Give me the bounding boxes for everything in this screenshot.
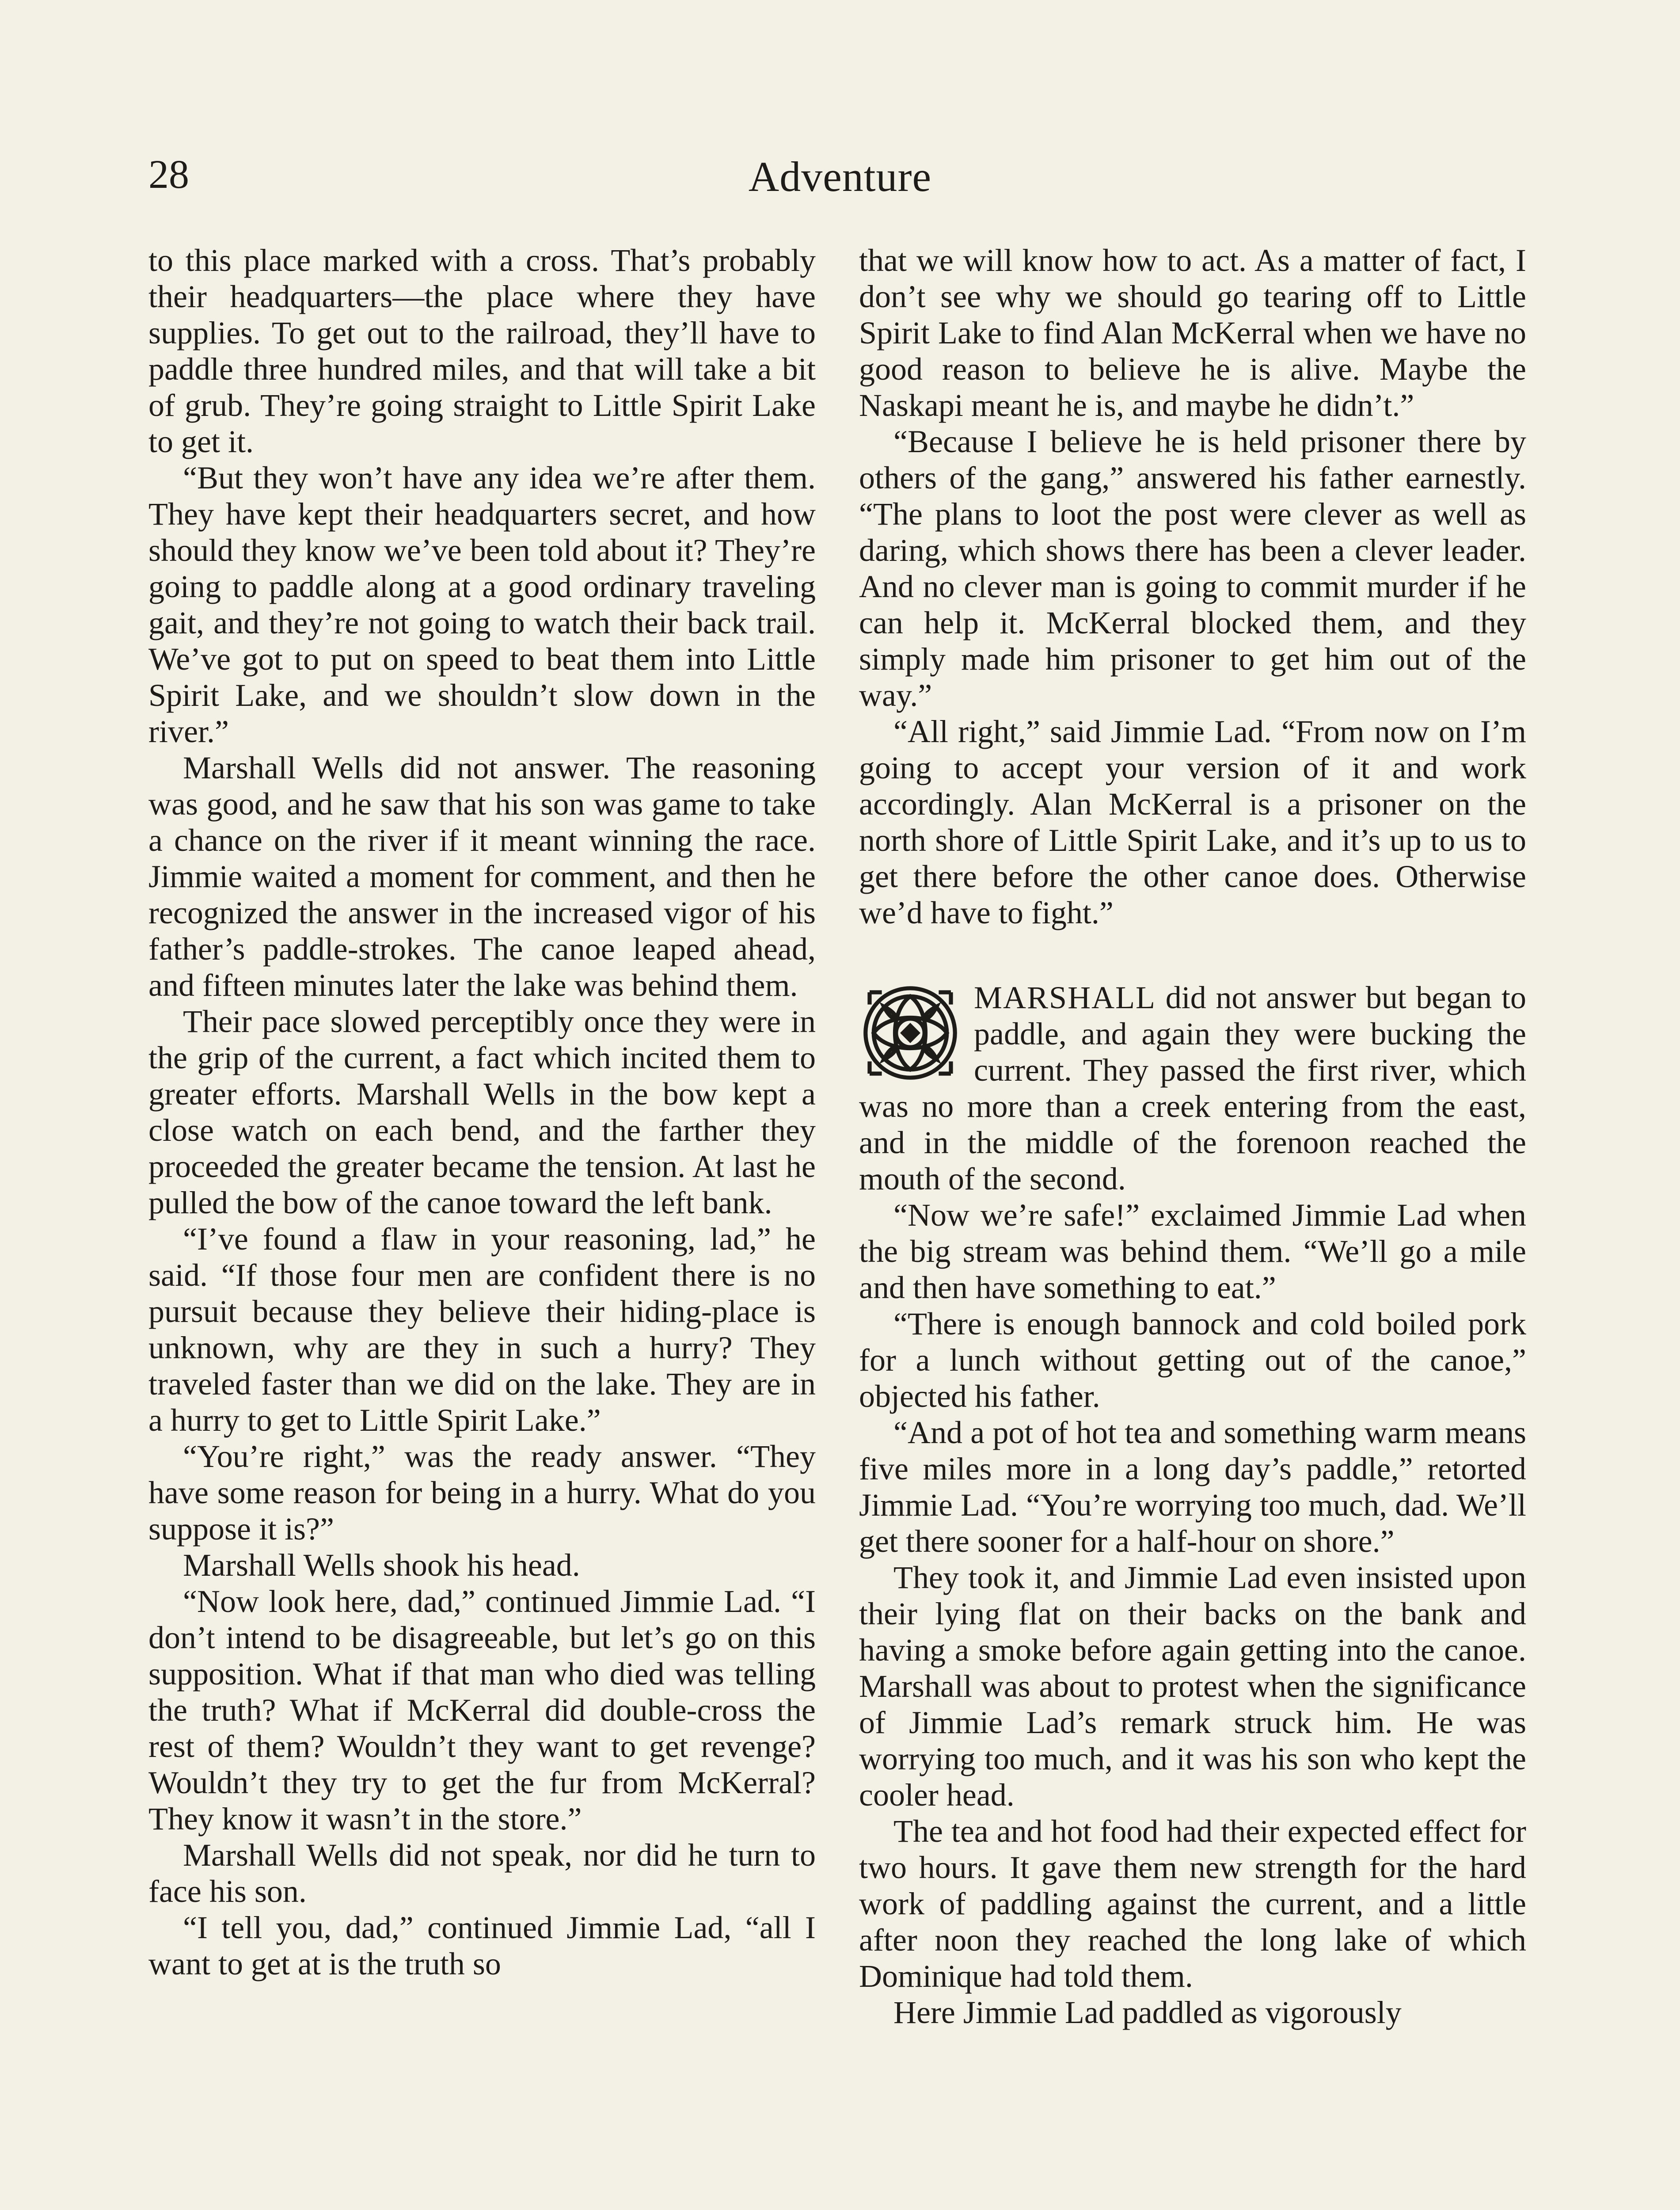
paragraph: “But they won’t have any idea we’re after them. They have kept their headquarters secret, and how should they know we’ve been told about it? They’re going to paddle along at a good ordinary traveling gait, and they’re not going to watch their back trail. We’ve got to put on speed to beat them into Little Spirit Lake, and we shouldn’t slow down in the river.” (148, 460, 816, 749)
paragraph: “Now we’re safe!” exclaimed Jimmie Lad when the big stream was behind them. “We’ll go a mile and then have something to eat.” (859, 1197, 1526, 1305)
celtic-knot-ornament-icon (859, 982, 962, 1084)
paragraph: to this place marked with a cross. That’s probably their headquarters—the place where they have supplies. To get out to the railroad, they’ll have to paddle three hundred miles, and that will take a bit of grub. They’re going straight to Little Spirit Lake to get it. (148, 243, 816, 459)
paragraph: Marshall Wells did not answer. The reasoning was good, and he saw that his son was game to take a chance on the river if it meant winning the race. Jimmie waited a moment for comment, and then he recognized the answer in the increased vigor of his father’s paddle-strokes. The canoe leaped ahead, and fifteen minutes later the lake was behind them. (148, 750, 816, 1003)
paragraph: The tea and hot food had their expected effect for two hours. It gave them new strength for the hard work of paddling against the current, and a little after noon they reached the long lake of which Dominique had told them. (859, 1814, 1526, 1994)
paragraph: They took it, and Jimmie Lad even insisted upon their lying flat on their backs on the bank and having a smoke before again getting into the canoe. Marshall was about to protest when the significance of Jimmie Lad’s remark struck him. He was worrying too much, and it was his son who kept the cooler head. (859, 1560, 1526, 1813)
running-title: Adventure (748, 153, 932, 200)
page-number: 28 (148, 152, 189, 197)
section-start-paragraph (859, 979, 1526, 1197)
paragraph: Marshall Wells did not speak, nor did he turn to face his son. (148, 1837, 816, 1909)
paragraph: “I tell you, dad,” continued Jimmie Lad, “all I want to get at is the truth so (148, 1910, 816, 1981)
paragraph: Their pace slowed perceptibly once they were in the grip of the current, a fact which incited them to greater efforts. Marshall Wells in the bow kept a close watch on each bend, and the farther they proceeded the greater became the tension. At last he pulled the bow of the canoe toward the left bank. (148, 1004, 816, 1220)
paragraph: “There is enough bannock and cold boiled pork for a lunch without getting out of the canoe,” objected his father. (859, 1306, 1526, 1414)
paragraph: “Now look here, dad,” continued Jimmie Lad. “I don’t intend to be disagreeable, but let’s go on this supposition. What if that man who died was telling the truth? What if McKerral did double-cross the rest of them? Wouldn’t they want to get revenge? Wouldn’t they try to get the fur from McKerral? They know it wasn’t in the store.” (148, 1584, 816, 1837)
paragraph: that we will know how to act. As a matter of fact, I don’t see why we should go tearing off to Little Spirit Lake to find Alan McKerral when we have no good reason to believe he is alive. Maybe the Naskapi meant he is, and maybe he didn’t.” (859, 243, 1526, 423)
paragraph: Marshall Wells shook his head. (183, 1547, 580, 1583)
left-column (148, 242, 816, 2210)
paragraph: Here Jimmie Lad paddled as vigorously (893, 1995, 1402, 2030)
section-lead-word: MARSHALL (974, 980, 1156, 1015)
paragraph: “All right,” said Jimmie Lad. “From now on I’m going to accept your version of it and work accordingly. Alan McKerral is a prisoner on the north shore of Little Spirit Lake, and it’s up to us to get there before the other canoe does. Otherwise we’d have to fight.” (859, 714, 1526, 930)
paragraph: “You’re right,” was the ready answer. “They have some reason for being in a hurry. What do you suppose it is?” (148, 1439, 816, 1547)
paragraph: “I’ve found a flaw in your reasoning, lad,” he said. “If those four men are confident there is no pursuit because they believe their hiding-place is unknown, why are they in such a hurry? They traveled faster than we did on the lake. They are in a hurry to get to Little Spirit Lake.” (148, 1221, 816, 1438)
paragraph: “Because I believe he is held prisoner there by others of the gang,” answered his father earnestly. “The plans to loot the post were clever as well as daring, which shows there has been a clever leader. And no clever man is going to commit murder if he can help it. McKerral blocked them, and they simply made him prisoner to get him out of the way.” (859, 424, 1526, 713)
section-text: did not answer but began to paddle, and again they were bucking the current. They passed the first river, which was no more than a creek entering from the east, and in the middle of the forenoon reached the mouth of the second. (859, 980, 1526, 1196)
paragraph: “And a pot of hot tea and something warm means five miles more in a long day’s paddle,” retorted Jimmie Lad. “You’re worrying too much, dad. We’ll get there sooner for a half-hour on shore.” (859, 1415, 1526, 1559)
right-column (859, 242, 1526, 2210)
